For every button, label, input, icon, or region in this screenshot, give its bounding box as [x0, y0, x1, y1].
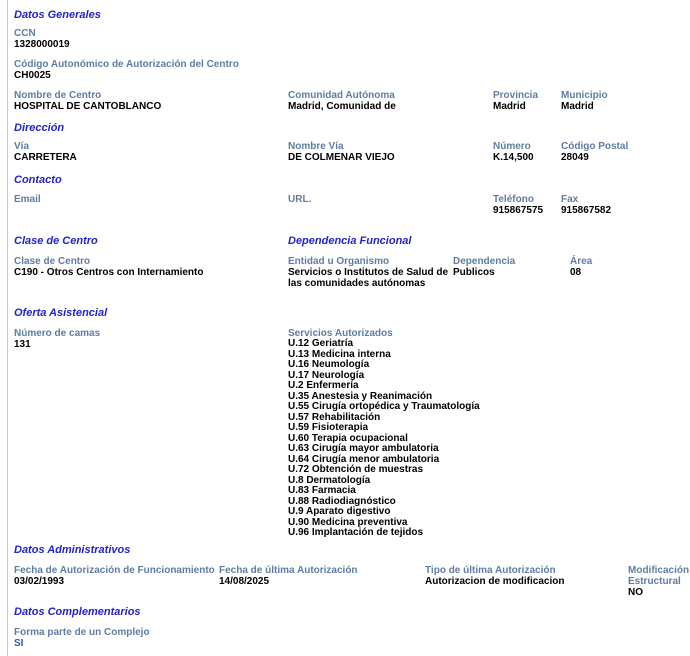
servicio-item: U.12 Geriatría	[288, 338, 354, 349]
section-title-oferta-asistencial: Oferta Asistencial	[14, 307, 108, 319]
section-title-datos-administrativos: Datos Administrativos	[14, 544, 131, 556]
servicio-item: U.13 Medicina interna	[288, 348, 391, 360]
field-codigo-postal-value: 28049	[561, 152, 589, 163]
field-comunidad-autonoma-value: Madrid, Comunidad de	[288, 101, 396, 112]
field-nombre-via-value: DE COLMENAR VIEJO	[288, 152, 395, 163]
field-tipo-ultima-autorizacion	[425, 565, 564, 587]
field-email-value	[14, 205, 41, 216]
field-comunidad-autonoma	[288, 90, 396, 112]
field-codigo-autonomico-value: CH0025	[14, 70, 51, 81]
field-comunidad-autonoma-label: Comunidad Autónoma	[288, 90, 395, 101]
field-fax	[561, 194, 611, 216]
servicio-item: U.35 Anestesia y Reanimación	[288, 390, 433, 402]
field-ccn	[14, 28, 70, 50]
field-telefono	[493, 194, 543, 216]
servicio-item: U.60 Terapia ocupacional	[288, 432, 408, 444]
field-ccn-value: 1328000019	[14, 39, 70, 50]
servicio-item: U.9 Aparato digestivo	[288, 506, 391, 517]
servicio-item: U.57 Rehabilitación	[288, 411, 381, 423]
section-title-datos-complementarios: Datos Complementarios	[14, 606, 141, 618]
field-modificacion-estructural-label: Modificación Estructural	[628, 565, 690, 587]
field-fax-value: 915867582	[561, 205, 612, 216]
field-entidad-organismo-value: Servicios o Institutos de Salud de las comunidades autónomas	[288, 267, 449, 289]
field-forma-parte-complejo-value[interactable]: SI	[14, 638, 24, 649]
field-numero-camas-label: Número de camas	[14, 328, 101, 339]
section-title-direccion: Dirección	[14, 122, 65, 134]
field-nombre-via-label: Nombre Vía	[288, 141, 344, 152]
field-modificacion-estructural	[628, 565, 690, 598]
field-numero-camas-value: 131	[14, 339, 31, 350]
field-servicios-autorizados-label: Servicios Autorizados	[288, 328, 393, 339]
field-dependencia-value: Publicos	[453, 267, 495, 278]
field-provincia	[493, 90, 538, 112]
field-url-value	[288, 205, 311, 216]
field-dependencia-label: Dependencia	[453, 256, 516, 267]
field-forma-parte-complejo-label: Forma parte de un Complejo	[14, 627, 150, 638]
field-municipio-value: Madrid	[561, 101, 594, 112]
section-title-clase-centro: Clase de Centro	[14, 235, 98, 247]
field-fecha-ultima-autorizacion-value: 14/08/2025	[219, 576, 270, 587]
field-fecha-funcionamiento-label: Fecha de Autorización de Funcionamiento	[14, 565, 215, 576]
field-area-value: 08	[570, 267, 582, 278]
field-url-label: URL.	[288, 194, 312, 205]
servicio-item: U.88 Radiodiagnóstico	[288, 495, 396, 507]
field-numero-camas	[14, 328, 100, 350]
field-numero-label: Número	[493, 141, 531, 152]
field-via-label: Vía	[14, 141, 30, 152]
field-area-label: Área	[570, 256, 593, 267]
field-email-label: Email	[14, 194, 41, 205]
section-title-dependencia-funcional: Dependencia Funcional	[288, 235, 412, 247]
servicio-item: U.17 Neurología	[288, 369, 365, 381]
field-provincia-value: Madrid	[493, 101, 526, 112]
servicio-item: U.16 Neumología	[288, 359, 370, 370]
field-url	[288, 194, 311, 216]
servicio-item: U.96 Implantación de tejidos	[288, 527, 424, 538]
field-ccn-label: CCN	[14, 28, 36, 39]
field-entidad-organismo	[288, 256, 456, 289]
field-nombre-centro	[14, 90, 161, 112]
field-codigo-postal	[561, 141, 628, 163]
servicio-item: U.64 Cirugía menor ambulatoria	[288, 453, 440, 465]
field-codigo-autonomico-label: Código Autonómico de Autorización del Centro	[14, 59, 239, 70]
field-municipio-label: Municipio	[561, 90, 608, 101]
field-telefono-value: 915867575	[493, 205, 544, 216]
field-fecha-ultima-autorizacion	[219, 565, 358, 587]
servicio-item: U.59 Fisioterapia	[288, 422, 369, 433]
servicio-item: U.63 Cirugía mayor ambulatoria	[288, 443, 439, 454]
field-fecha-funcionamiento	[14, 565, 215, 587]
field-numero	[493, 141, 534, 163]
left-panel-divider	[7, 0, 8, 656]
servicio-item: U.55 Cirugía ortopédica y Traumatología	[288, 401, 480, 412]
field-provincia-label: Provincia	[493, 90, 539, 101]
field-area	[570, 256, 592, 278]
field-fecha-ultima-autorizacion-label: Fecha de última Autorización	[219, 565, 358, 576]
field-dependencia	[453, 256, 515, 278]
field-codigo-autonomico	[14, 59, 239, 81]
field-fax-label: Fax	[561, 194, 579, 205]
section-title-contacto: Contacto	[14, 174, 62, 186]
field-nombre-centro-value: HOSPITAL DE CANTOBLANCO	[14, 101, 162, 112]
field-email	[14, 194, 41, 216]
field-via	[14, 141, 77, 163]
field-modificacion-estructural-value: NO	[628, 587, 643, 598]
field-tipo-ultima-autorizacion-label: Tipo de última Autorización	[425, 565, 556, 576]
servicio-item: U.72 Obtención de muestras	[288, 464, 424, 475]
field-clase-centro-label: Clase de Centro	[14, 256, 91, 267]
servicio-item: U.8 Dermatología	[288, 474, 371, 486]
field-tipo-ultima-autorizacion-value: Autorizacion de modificacion	[425, 576, 565, 587]
field-clase-centro	[14, 256, 203, 278]
field-telefono-label: Teléfono	[493, 194, 534, 205]
servicio-item: U.90 Medicina preventiva	[288, 516, 408, 528]
field-forma-parte-complejo	[14, 627, 150, 649]
field-entidad-organismo-label: Entidad u Organismo	[288, 256, 390, 267]
field-municipio	[561, 90, 608, 112]
field-servicios-autorizados	[288, 328, 480, 539]
servicios-autorizados-list	[288, 339, 480, 539]
field-fecha-funcionamiento-value: 03/02/1993	[14, 576, 65, 587]
field-codigo-postal-label: Código Postal	[561, 141, 629, 152]
field-numero-value: K.14,500	[493, 152, 534, 163]
servicio-item: U.2 Enfermería	[288, 380, 359, 391]
field-via-value: CARRETERA	[14, 152, 77, 163]
field-nombre-via	[288, 141, 395, 163]
servicio-item: U.83 Farmacia	[288, 485, 356, 496]
field-clase-centro-value: C190 - Otros Centros con Internamiento	[14, 267, 204, 278]
field-nombre-centro-label: Nombre de Centro	[14, 90, 102, 101]
section-title-datos-generales: Datos Generales	[14, 9, 101, 21]
